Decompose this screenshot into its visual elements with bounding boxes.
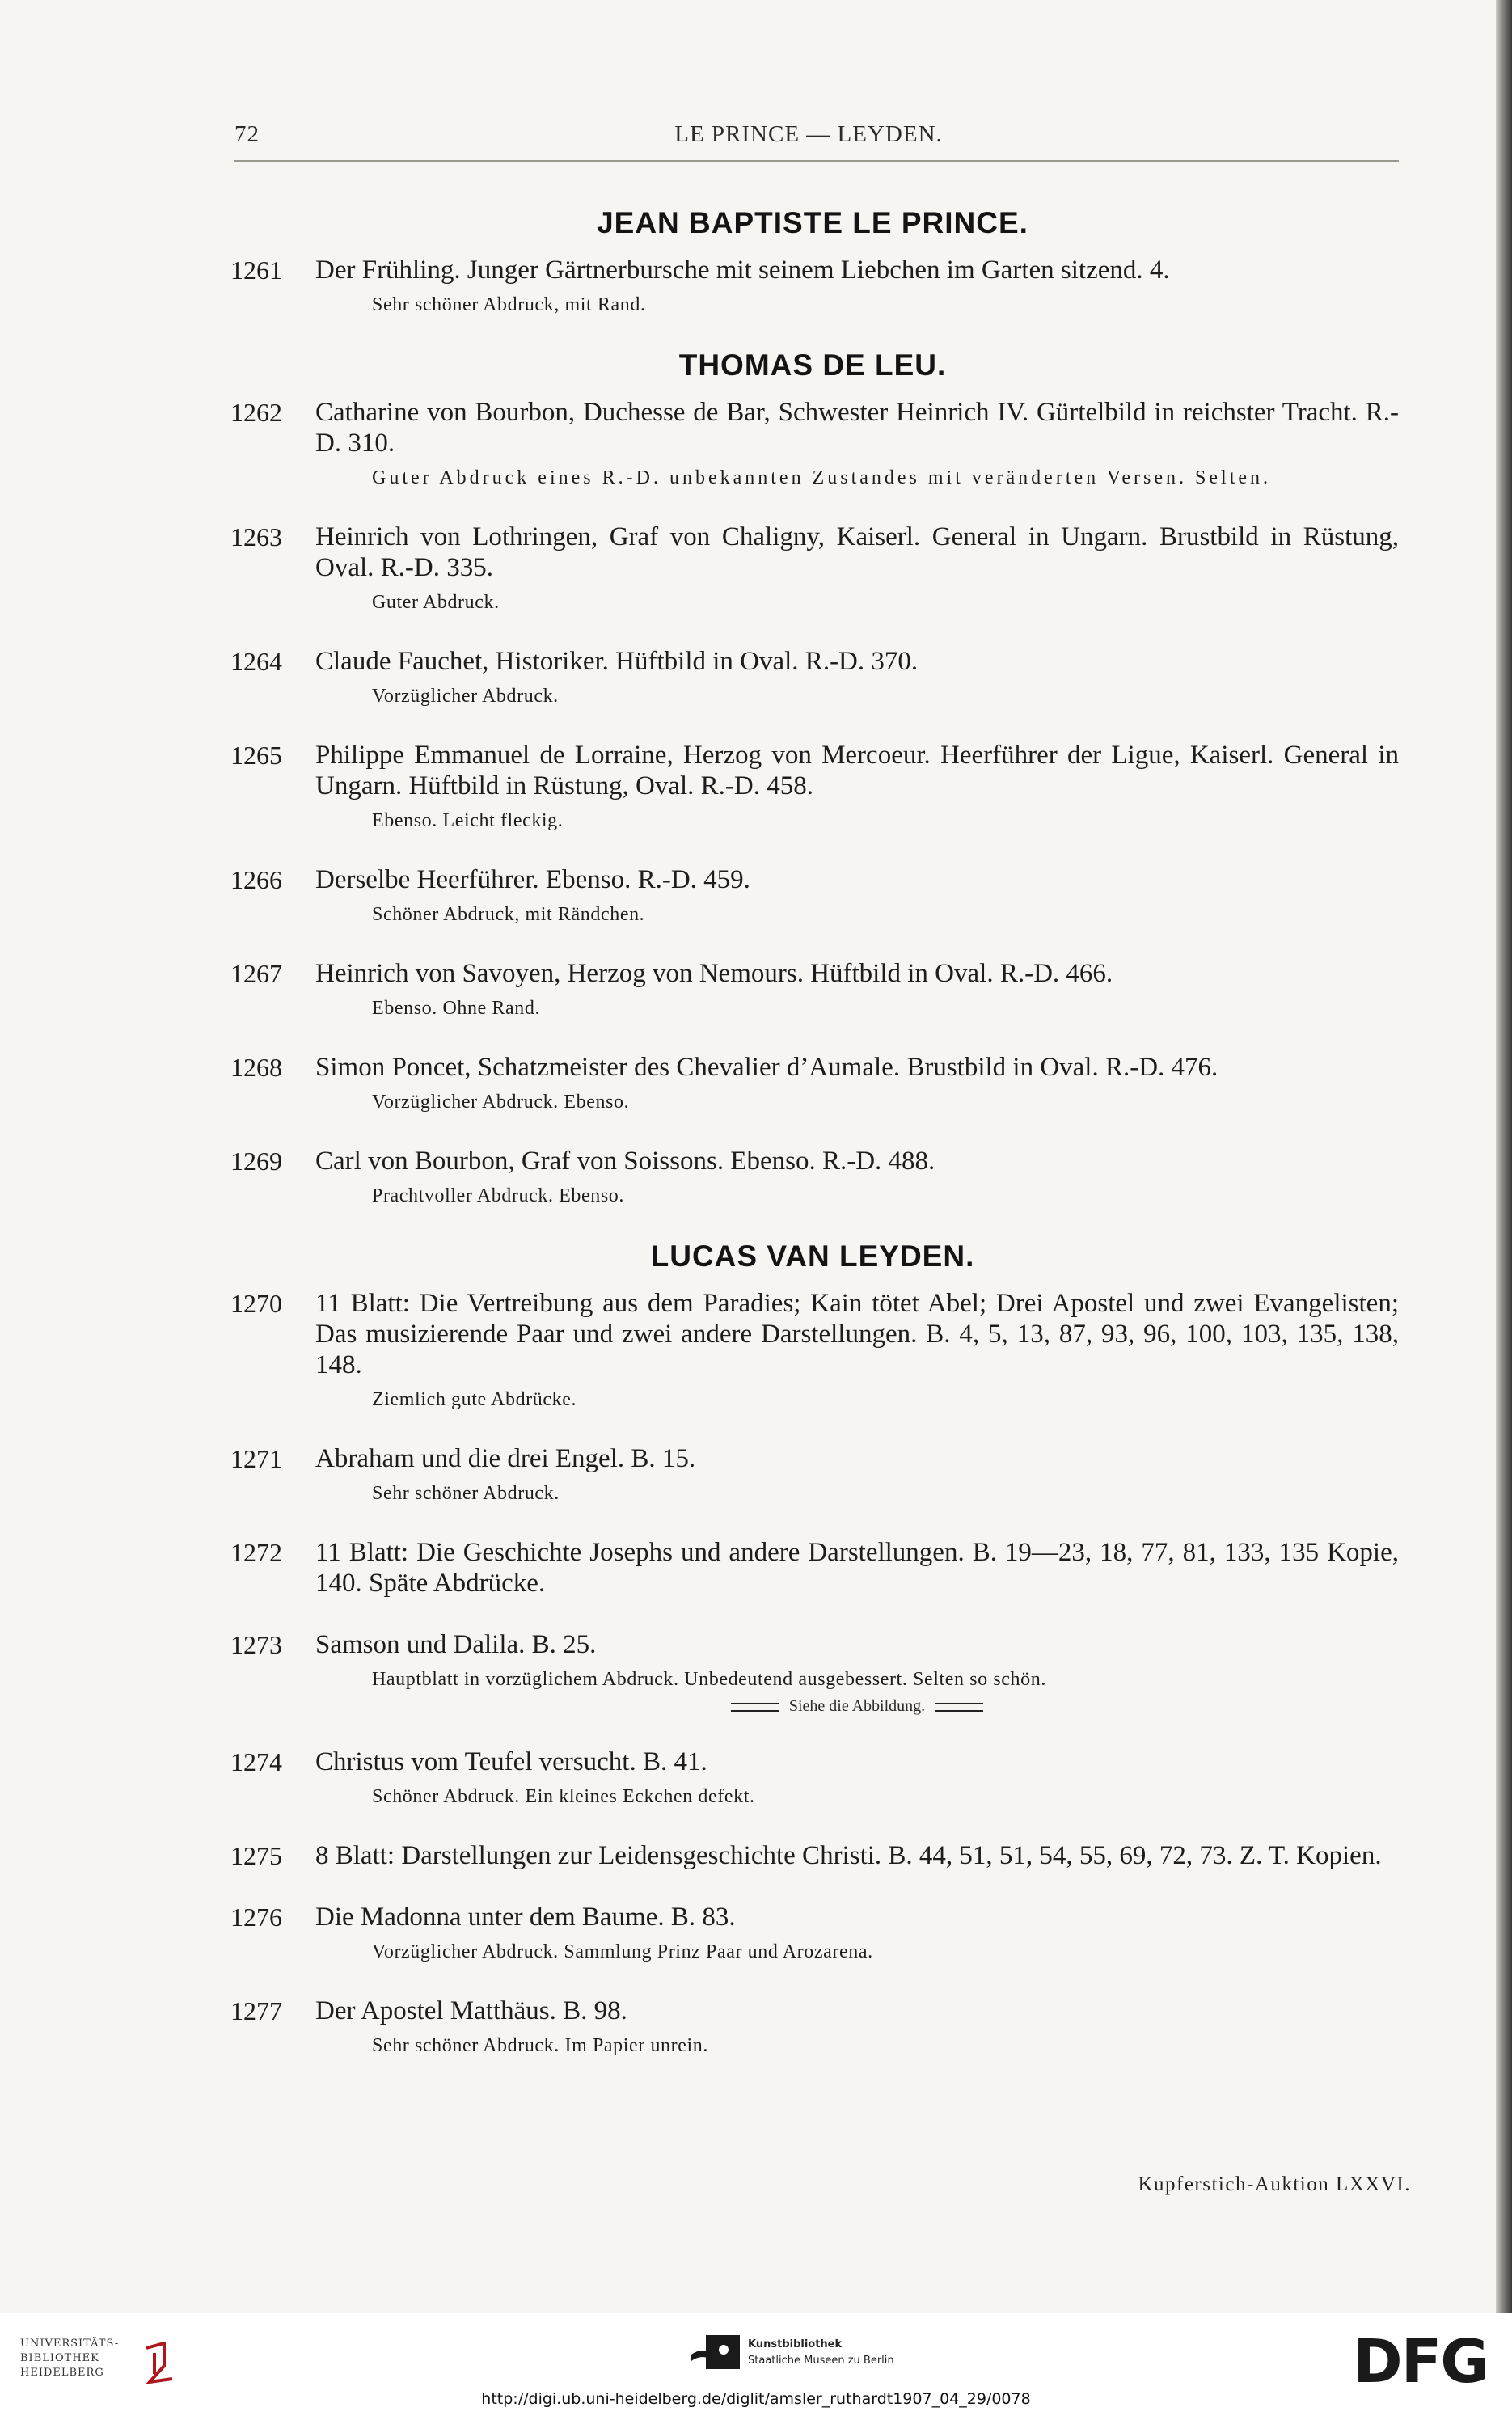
page-edge-strip	[1496, 0, 1512, 2313]
lot-number: 1264	[230, 647, 282, 676]
lot-description: 11 Blatt: Die Vertreibung aus dem Paradies; Kain tötet Abel; Drei Apostel und zwei Evangelisten; Das musizierende Paar und zwei andere Darstellungen. B. 4, 5, 13, 87, 93, 96, 100, 103, 135, 138, 148.	[315, 1289, 1399, 1379]
lot-description: Carl von Bourbon, Graf von Soissons. Ebenso. R.-D. 488.	[315, 1147, 935, 1176]
lot-description: Philippe Emmanuel de Lorraine, Herzog von Mercoeur. Heerführer der Ligue, Kaiserl. General in Ungarn. Hüftbild in Rüstung, Oval. R.-D. 458.	[315, 741, 1399, 800]
lot-description: Der Frühling. Junger Gärtnerbursche mit seinem Liebchen im Garten sitzend. 4.	[315, 256, 1170, 285]
catalog-content	[226, 206, 1399, 2089]
kb-line-2: Staatliche Museen zu Berlin	[748, 2355, 894, 2367]
heidelberg-mark-icon	[140, 2342, 180, 2390]
lot-condition-note: Schöner Abdruck. Ein kleines Eckchen defekt.	[372, 1786, 755, 1807]
lot-description: Christus vom Teufel versucht. B. 41.	[315, 1747, 707, 1776]
lot-condition-note: Ebenso. Leicht fleckig.	[372, 810, 564, 831]
catalog-entry	[226, 1902, 1399, 1965]
lot-number: 1269	[230, 1147, 282, 1176]
lot-condition-note: Sehr schöner Abdruck.	[372, 1483, 560, 1504]
lot-condition-note: Hauptblatt in vorzüglichem Abdruck. Unbedeutend ausgebessert. Selten so schön.	[372, 1669, 1046, 1690]
catalog-entry	[226, 1996, 1399, 2059]
section-heading-le-prince: JEAN BAPTISTE LE PRINCE.	[597, 206, 1028, 239]
illustration-reference-text: Siehe die Abbildung.	[788, 1697, 926, 1715]
page-url[interactable]: http://digi.ub.uni-heidelberg.de/diglit/amsler_ruthardt1907_04_29/0078	[481, 2390, 1031, 2408]
lot-description: Derselbe Heerführer. Ebenso. R.-D. 459.	[315, 865, 750, 894]
lot-number: 1274	[230, 1747, 282, 1776]
double-rule	[935, 1703, 983, 1712]
uni-line-2: BIBLIOTHEK	[20, 2352, 99, 2364]
section-heading-de-leu: THOMAS DE LEU.	[678, 348, 947, 382]
lot-description: Heinrich von Lothringen, Graf von Chaligny, Kaiserl. General in Ungarn. Brustbild in Rüstung, Oval. R.-D. 335.	[315, 522, 1399, 582]
lot-condition-note: Prachtvoller Abdruck. Ebenso.	[372, 1185, 624, 1206]
lot-condition-note: Schöner Abdruck, mit Rändchen.	[372, 904, 645, 925]
catalog-entry	[226, 1288, 1399, 1413]
lot-description: Claude Fauchet, Historiker. Hüftbild in Oval. R.-D. 370.	[315, 647, 919, 676]
lot-number: 1268	[230, 1053, 282, 1082]
lot-number: 1262	[230, 398, 282, 427]
uni-line-3: HEIDELBERG	[20, 2367, 104, 2379]
catalog-entry	[226, 864, 1399, 927]
lot-condition-note: Vorzüglicher Abdruck. Ebenso.	[372, 1092, 630, 1113]
lot-condition-note: Sehr schöner Abdruck, mit Rand.	[372, 294, 646, 315]
illustration-reference	[315, 1697, 1399, 1716]
section-de-leu	[226, 397, 1399, 1209]
catalog-entry	[226, 1747, 1399, 1810]
lot-description: Samson und Dalila. B. 25.	[315, 1630, 597, 1659]
lot-number: 1265	[230, 741, 282, 770]
kunstbibliothek-mark-icon	[691, 2335, 740, 2369]
catalog-entry	[226, 397, 1399, 491]
footer-bar	[0, 2313, 1512, 2416]
lot-description: Catharine von Bourbon, Duchesse de Bar, Schwester Heinrich IV. Gürtelbild in reichster Tracht. R.-D. 310.	[315, 398, 1399, 458]
header-rule	[234, 160, 1399, 162]
lot-condition-note: Vorzüglicher Abdruck. Sammlung Prinz Paar und Arozarena.	[372, 1941, 873, 1962]
page-number: 72	[234, 121, 260, 147]
lot-number: 1276	[230, 1903, 282, 1932]
catalog-entry	[226, 1537, 1399, 1599]
catalog-entry	[226, 255, 1399, 318]
catalog-entry	[226, 1629, 1399, 1716]
lot-description: Die Madonna unter dem Baume. B. 83.	[315, 1903, 736, 1932]
catalog-entry	[226, 1443, 1399, 1506]
lot-number: 1267	[230, 959, 282, 988]
uni-line-1: UNIVERSITÄTS-	[20, 2338, 120, 2350]
lot-number: 1272	[230, 1538, 282, 1567]
lot-description: 8 Blatt: Darstellungen zur Leidensgeschichte Christi. B. 44, 51, 51, 54, 55, 69, 72, 73. Z. T. Kopien.	[315, 1841, 1382, 1870]
running-head	[218, 121, 1399, 154]
lot-number: 1271	[230, 1444, 282, 1473]
lot-number: 1273	[230, 1630, 282, 1659]
section-le-prince	[226, 255, 1399, 318]
catalog-entry	[226, 1146, 1399, 1209]
catalog-entry	[226, 646, 1399, 709]
running-title: LE PRINCE — LEYDEN.	[674, 121, 943, 147]
lot-description: Simon Poncet, Schatzmeister des Chevalier d’Aumale. Brustbild in Oval. R.-D. 476.	[315, 1053, 1218, 1082]
double-rule	[731, 1703, 779, 1712]
lot-condition-note: Vorzüglicher Abdruck.	[372, 686, 559, 707]
university-library-logo[interactable]	[20, 2337, 119, 2380]
kb-line-1: Kunstbibliothek	[748, 2338, 843, 2351]
dfg-logo[interactable]: DFG	[1353, 2327, 1488, 2397]
lot-condition-note: Ebenso. Ohne Rand.	[372, 998, 541, 1019]
section-van-leyden	[226, 1288, 1399, 2059]
lot-description: Heinrich von Savoyen, Herzog von Nemours. Hüftbild in Oval. R.-D. 466.	[315, 959, 1113, 988]
lot-condition-note: Ziemlich gute Abdrücke.	[372, 1389, 577, 1410]
lot-number: 1277	[230, 1996, 282, 2025]
lot-condition-note: Guter Abdruck eines R.-D. unbekannten Zustandes mit veränderten Versen. Selten.	[372, 467, 1272, 488]
lot-number: 1270	[230, 1289, 282, 1318]
catalog-entry	[226, 1052, 1399, 1115]
lot-number: 1266	[230, 865, 282, 894]
lot-number: 1263	[230, 522, 282, 551]
lot-description: Der Apostel Matthäus. B. 98.	[315, 1996, 627, 2025]
lot-number: 1261	[230, 256, 282, 285]
catalog-entry	[226, 1840, 1399, 1871]
lot-description: 11 Blatt: Die Geschichte Josephs und andere Darstellungen. B. 19—23, 18, 77, 81, 133, 135 Kopie, 140. Späte Abdrücke.	[315, 1538, 1399, 1598]
section-heading-van-leyden: LUCAS VAN LEYDEN.	[650, 1240, 975, 1273]
lot-condition-note: Sehr schöner Abdruck. Im Papier unrein.	[372, 2035, 708, 2056]
lot-number: 1275	[230, 1841, 282, 1870]
catalog-name: Kupferstich-Auktion LXXVI.	[1138, 2173, 1411, 2195]
lot-condition-note: Guter Abdruck.	[372, 592, 500, 613]
catalog-entry	[226, 740, 1399, 834]
lot-description: Abraham und die drei Engel. B. 15.	[315, 1444, 696, 1473]
catalog-entry	[226, 958, 1399, 1021]
catalog-entry	[226, 522, 1399, 615]
